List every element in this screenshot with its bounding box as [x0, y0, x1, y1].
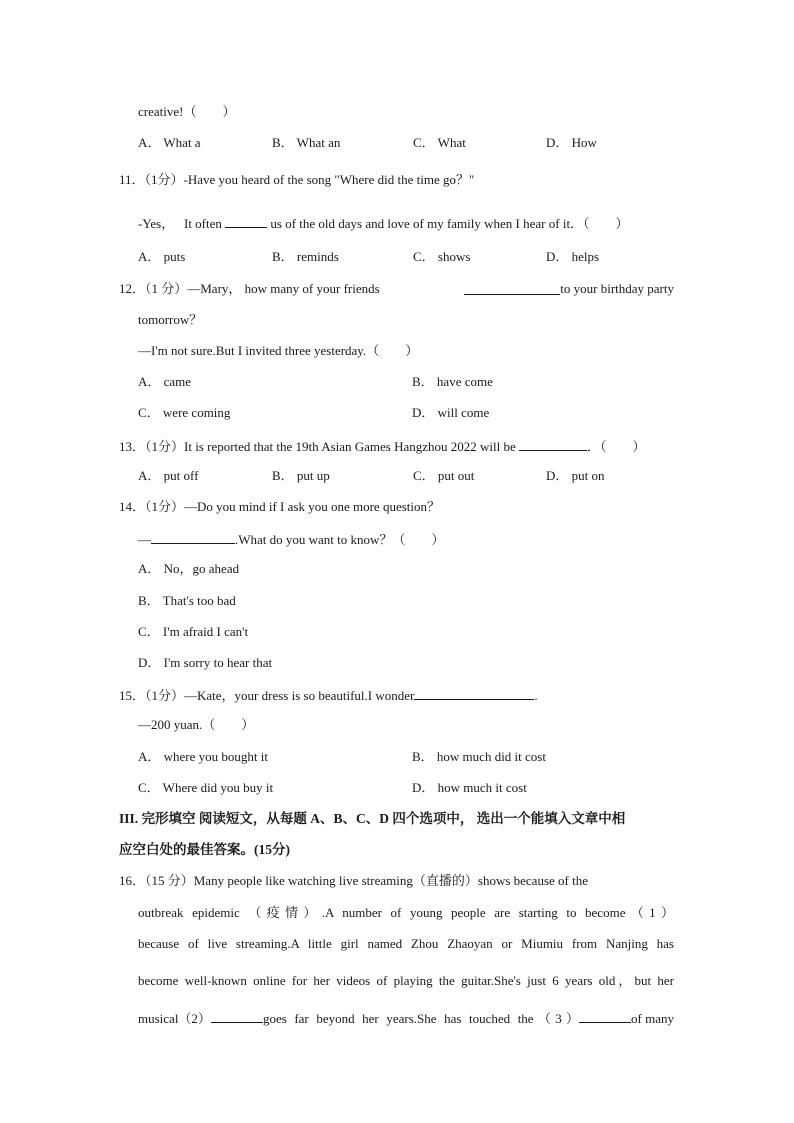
q16-line5 [138, 1009, 674, 1027]
q10-tail: creative!（ ） [138, 104, 236, 119]
q14-line2 [138, 530, 444, 548]
q16-line1-text: 16．（15 分）Many people like watching live streaming（直播的）shows because of the [119, 873, 588, 888]
q12-line3: —I'm not sure.But I invited three yesterday.（ ） [138, 343, 419, 358]
q12-blank [464, 281, 560, 295]
q12-option-c[interactable]: C． were coming [138, 405, 231, 420]
q16-line4: become well-known online for her videos of playing the guitar.She's just 6 years old，but her [138, 973, 674, 988]
section-3-heading-line1: III. 完形填空 阅读短文，从每题 A、B、C、D 四个选项中， 选出一个能填入文章中相 [119, 811, 626, 826]
q12-stem-tail [464, 281, 674, 297]
q16-line3: because of live streaming.A little girl named Zhou Zhaoyan or Miumiu from Nanjing has [138, 936, 674, 951]
q10-option-c[interactable]: C． What [413, 135, 466, 150]
q13-option-a[interactable]: A． put off [138, 468, 199, 483]
q14-option-d[interactable]: D． I'm sorry to hear that [138, 655, 273, 670]
q13-blank [519, 437, 587, 451]
q15-line2: —200 yuan.（ ） [138, 717, 255, 732]
q13-option-c[interactable]: C． put out [413, 468, 475, 483]
q10-option-b[interactable]: B． What an [272, 135, 341, 150]
q14-line2-post: .What do you want to know？（ ） [235, 532, 445, 547]
q16-line5-mid: goes far beyond her years.She has touched the（3） [262, 1011, 580, 1026]
q15-option-b[interactable]: B． how much did it cost [412, 749, 546, 764]
q15-stem [119, 686, 538, 704]
q12-option-a[interactable]: A． came [138, 374, 192, 389]
q15-stem-post: . [534, 688, 538, 703]
q12-stem-pre: 12．（1 分）—Mary， how many of your friends [119, 281, 380, 296]
section-3-heading-line2: 应空白处的最佳答案。(15分) [119, 842, 290, 857]
q14-stem: 14．（1分）—Do you mind if I ask you one more question？ [119, 499, 440, 514]
q12-option-d[interactable]: D． will come [412, 405, 490, 420]
q13-option-b[interactable]: B． put up [272, 468, 330, 483]
q13-stem [119, 437, 646, 455]
q11-option-c[interactable]: C． shows [413, 249, 471, 264]
q15-option-d[interactable]: D． how much it cost [412, 780, 527, 795]
q15-blank [414, 686, 534, 700]
q16-line1 [119, 873, 674, 889]
q11-blank [225, 214, 267, 228]
q11-line2 [138, 214, 629, 232]
q14-line2-pre: — [138, 532, 151, 547]
q14-blank [151, 530, 235, 544]
q16-line5-post: of many [631, 1011, 674, 1026]
q14-option-b[interactable]: B． That's too bad [138, 593, 236, 608]
q15-stem-pre: 15．（1分）—Kate，your dress is so beautiful.I wonder [119, 688, 415, 703]
q16-line2: outbreak epidemic （疫情）.A number of young people are starting to become（1） [138, 905, 674, 920]
q14-option-a[interactable]: A． No，go ahead [138, 561, 240, 576]
q12-stem [119, 281, 674, 297]
q10-option-d[interactable]: D． How [546, 135, 597, 150]
q11-line2-post: us of the old days and love of my family when I hear of it．（ ） [267, 216, 629, 231]
q15-option-a[interactable]: A． where you bought it [138, 749, 268, 764]
q11-option-d[interactable]: D． helps [546, 249, 600, 264]
q10-option-a[interactable]: A． What a [138, 135, 201, 150]
q12-option-b[interactable]: B． have come [412, 374, 493, 389]
q11-option-a[interactable]: A． puts [138, 249, 186, 264]
q11-option-b[interactable]: B． reminds [272, 249, 339, 264]
q15-option-c[interactable]: C． Where did you buy it [138, 780, 274, 795]
q14-option-c[interactable]: C． I'm afraid I can't [138, 624, 249, 639]
q13-option-d[interactable]: D． put on [546, 468, 605, 483]
q12-line2: tomorrow？ [138, 312, 203, 327]
q13-stem-post: ．（ ） [587, 439, 646, 454]
q16-blank-3 [579, 1009, 631, 1023]
q11-line2-pre: -Yes， It often [138, 216, 226, 231]
q12-stem-post: to your birthday party [560, 281, 674, 296]
q16-blank-2 [211, 1009, 263, 1023]
q16-line5-pre: musical（2） [138, 1011, 211, 1026]
q11-stem: 11．（1分）-Have you heard of the song "Where did the time go？" [119, 172, 475, 187]
q13-stem-pre: 13．（1分）It is reported that the 19th Asian Games Hangzhou 2022 will be [119, 439, 520, 454]
